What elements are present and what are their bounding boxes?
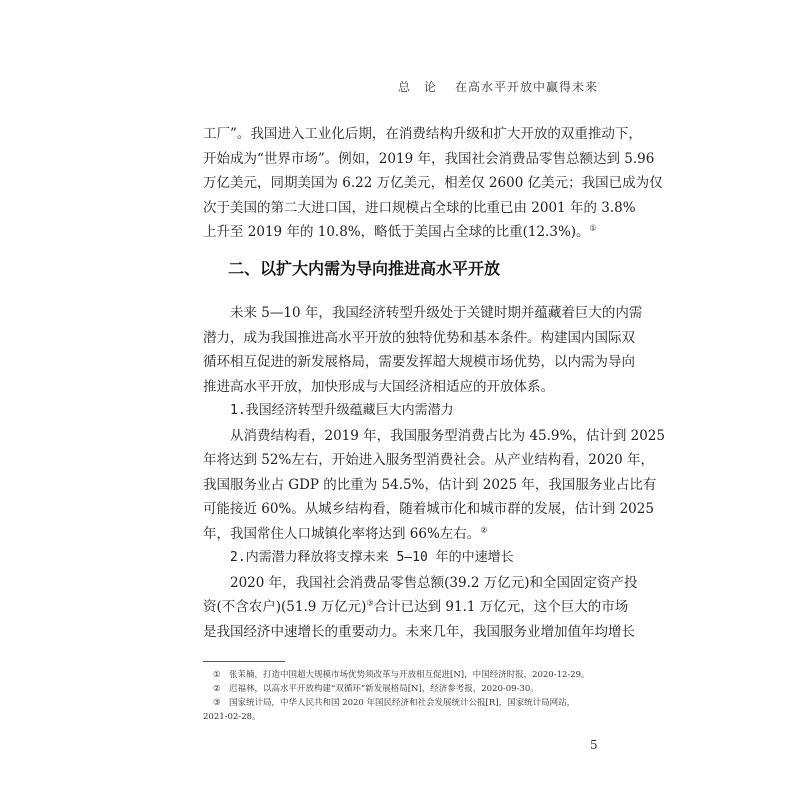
paragraph-line-last [203, 220, 599, 245]
paragraph-line: 年将达到 52%左右，开始进入服务型消费社会。从产业结构看，2020 年， [203, 452, 654, 468]
subsection-heading-2: 2.内需潜力释放将支撑未来 5—10 年的中速增长 [230, 550, 514, 565]
running-head-part: 总 论 [397, 80, 437, 94]
paragraph-line: 循环相互促进的新发展格局，需要发挥超大规模市场优势，以内需为导向 [203, 354, 635, 370]
footnote-divider [203, 661, 285, 662]
section-heading: 二、以扩大内需为导向推进高水平开放 [228, 259, 501, 278]
footnote-ref-2[interactable]: ② [480, 525, 488, 534]
paragraph-line-text: 资(不含农户)(51.9 万亿元) [203, 599, 367, 615]
page-number: 5 [590, 738, 598, 752]
intro-paragraph [203, 122, 663, 245]
footnotes [203, 668, 603, 724]
paragraph-line: 从消费结构看，2019 年，我国服务型消费占比为 45.9%，估计到 2025 [230, 427, 665, 444]
paragraph-line [203, 595, 629, 620]
footnote-ref-1[interactable]: ① [589, 223, 597, 233]
footnote-mark: ③ [213, 698, 221, 708]
paragraph-line: 万亿美元，同期美国为 6.22 万亿美元，相差仅 2600 亿美元；我国已成为仅 [203, 175, 663, 191]
footnote-ref-3[interactable]: ③ [366, 598, 374, 608]
paragraph-line-text: 上升至 2019 年的 10.8%，略低于美国占全球的比重(12.3%)。 [203, 224, 590, 240]
paragraph-line: 2020 年，我国社会消费品零售总额(39.2 万亿元)和全国固定资产投 [230, 574, 638, 591]
paragraph-line: 潜力，成为我国推进高水平开放的独特优势和基本条件。构建国内国际双 [203, 329, 635, 346]
footnote-mark: ① [213, 670, 221, 680]
footnote-item [203, 668, 603, 682]
paragraph-line-text: 年，我国常住人口城镇化率将达到 66%左右。 [203, 525, 481, 542]
footnote-text: 国家统计局，中华人民共和国 2020 年国民经济和社会发展统计公报[R]，国家统计局网站， [229, 698, 576, 708]
running-head-title: 在高水平开放中赢得未来 [454, 80, 598, 94]
running-head [398, 78, 598, 95]
subsection-heading-1: 1.我国经济转型升级蕴藏巨大内需潜力 [230, 403, 454, 418]
paragraph-line: 工厂”。我国进入工业化后期，在消费结构升级和扩大开放的双重推动下， [203, 126, 642, 142]
paragraph-line: 开始成为“世界市场”。例如，2019 年，我国社会消费品零售总额达到 5.96 [203, 150, 655, 167]
paragraph-line-last [203, 522, 599, 547]
paragraph-line-text: 合计已达到 91.1 万亿元，这个巨大的市场 [373, 599, 629, 615]
footnote-text: 迟福林，以高水平开放构建“双循环”新发展格局[N]，经济参考报，2020-09-30。 [229, 684, 539, 694]
paragraph-line: 是我国经济中速增长的重要动力。未来几年，我国服务业增加值年均增长 [203, 623, 635, 640]
paragraph-line: 我国服务业占 GDP 的比重为 54.5%，估计到 2025 年，我国服务业占比有 [203, 476, 657, 493]
paragraph-line: 次于美国的第二大进口国，进口规模占全球的比重已由 2001 年的 3.8% [203, 199, 636, 216]
footnote-continuation: 2021-02-28。 [203, 712, 261, 722]
footnote-text: 张茉楠，打造中国超大规模市场优势须改革与开放相互促进[N]，中国经济时报，2020-12-29。 [229, 670, 590, 680]
section-intro-paragraph [203, 301, 665, 644]
footnote-mark: ② [213, 684, 221, 694]
paragraph-line: 可能接近 60%。从城乡结构看，随着城市化和城市群的发展，估计到 2025 [203, 501, 654, 517]
footnote-item [203, 682, 603, 696]
footnote-item [203, 696, 603, 710]
paragraph-line: 推进高水平开放，加快形成与大国经济相适应的开放体系。 [203, 378, 554, 395]
paragraph-line: 未来 5—10 年，我国经济转型升级处于关键时期并蕴藏着巨大的内需 [230, 305, 643, 321]
